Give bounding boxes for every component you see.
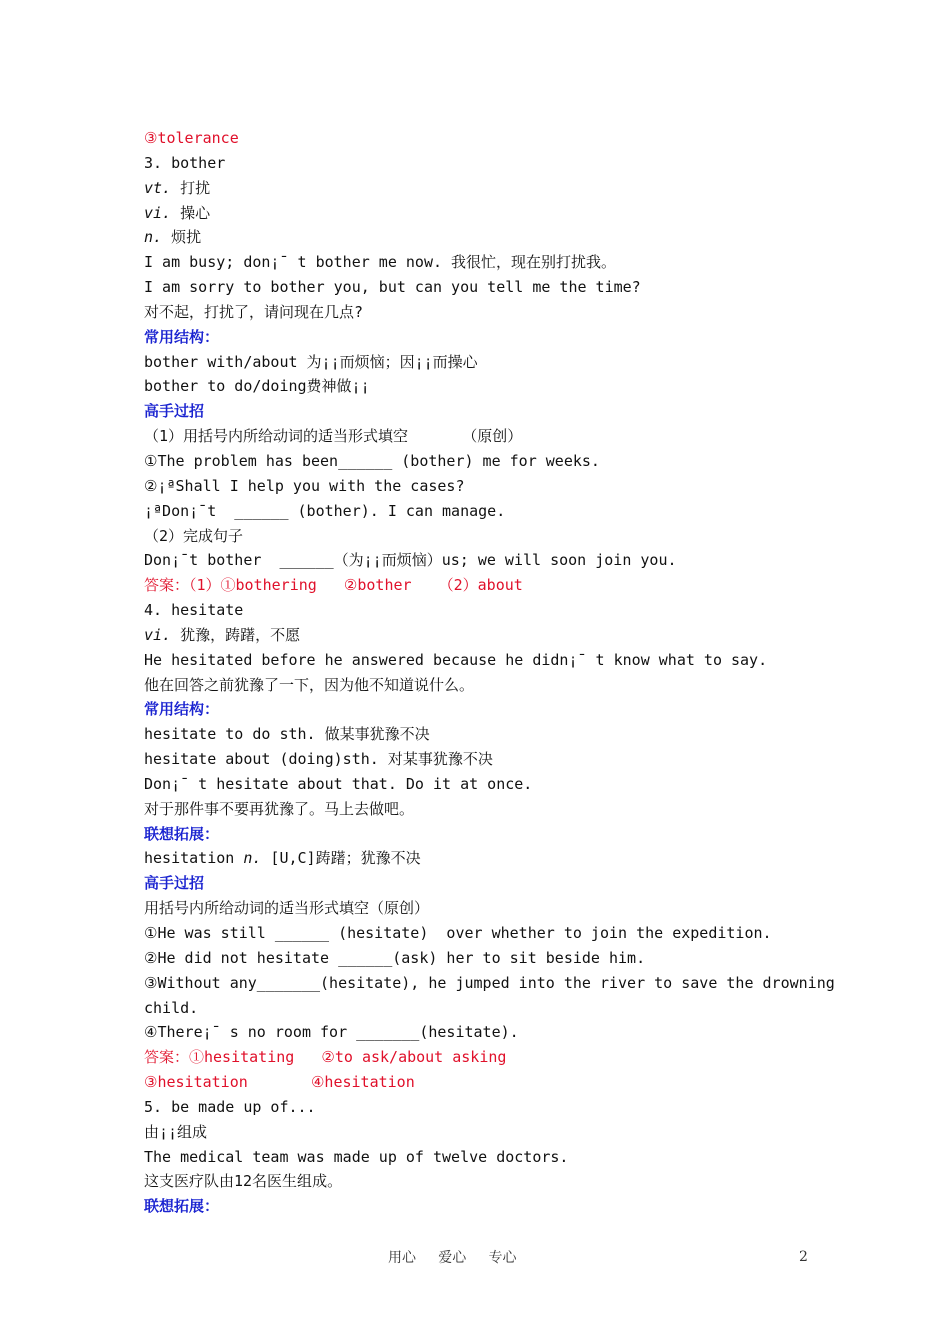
text-line: 他在回答之前犹豫了一下，因为他不知道说什么。	[144, 675, 475, 694]
part-of-speech: vi.	[144, 203, 172, 222]
text-line	[144, 846, 824, 871]
section-heading: 联想拓展：	[144, 1197, 220, 1216]
definition-text: [U,C]踌躇；犹豫不决	[261, 849, 421, 868]
part-of-speech: vt.	[144, 178, 172, 197]
definition-text: 操心	[171, 203, 211, 222]
footer-motto: 用心 爱心 专心	[388, 1250, 517, 1266]
text-line: （1）用括号内所给动词的适当形式填空 （原创）	[144, 427, 523, 446]
text-line: hesitate about (doing)sth. 对某事犹豫不决	[144, 750, 493, 769]
text-line: ③tolerance	[144, 129, 239, 147]
text-line: ¡ªDon¡¯t ______ (bother). I can manage.	[144, 501, 506, 520]
text-line: The medical team was made up of twelve doctors.	[144, 1147, 569, 1166]
text-line: ④There¡¯ s no room for _______(hesitate).	[144, 1023, 519, 1042]
text-line: ③hesitation ④hesitation	[144, 1073, 415, 1092]
part-of-speech: vi.	[144, 625, 172, 644]
text-line: bother to do/doing费神做¡¡	[144, 377, 370, 396]
text-line: I am sorry to bother you, but can you tell me the time?	[144, 278, 641, 297]
text-line: hesitate to do sth. 做某事犹豫不决	[144, 725, 430, 744]
text-line: 3. bother	[144, 153, 226, 172]
text-line: ②¡ªShall I help you with the cases?	[144, 476, 465, 495]
text-line: 对于那件事不要再犹豫了。马上去做吧。	[144, 799, 415, 818]
text-line	[144, 623, 824, 648]
text-line: 这支医疗队由12名医生组成。	[144, 1172, 343, 1191]
text-line: Don¡¯t bother ______（为¡¡而烦恼）us; we will soon join you.	[144, 551, 677, 570]
text-line: 用括号内所给动词的适当形式填空（原创）	[144, 899, 430, 918]
definition-text: 打扰	[171, 178, 211, 197]
section-heading: 常用结构：	[144, 700, 220, 719]
part-of-speech: n.	[243, 849, 262, 868]
line-prefix: hesitation	[144, 849, 244, 868]
text-line: （2）完成句子	[144, 526, 244, 545]
text-line: child.	[144, 998, 199, 1017]
text-line: I am busy; don¡¯ t bother me now. 我很忙，现在别打扰我。	[144, 253, 617, 272]
text-line: 答案：（1）①bothering ②bother （2）about	[144, 576, 523, 595]
text-line: 由¡¡组成	[144, 1122, 208, 1141]
text-line: 对不起，打扰了，请问现在几点?	[144, 302, 364, 321]
text-line: bother with/about 为¡¡而烦恼；因¡¡而操心	[144, 352, 478, 371]
text-line: ①He was still ______ (hesitate) over whether to join the expedition.	[144, 924, 772, 942]
text-line: 4. hesitate	[144, 601, 244, 620]
text-line: ③Without any_______(hesitate), he jumped into the river to save the drowning	[144, 973, 835, 992]
part-of-speech: n.	[144, 228, 163, 247]
text-line	[144, 176, 824, 201]
section-heading: 高手过招	[144, 402, 205, 421]
section-heading: 常用结构：	[144, 327, 220, 346]
text-line: 答案：①hesitating ②to ask/about asking	[144, 1048, 507, 1067]
definition-text: 烦扰	[162, 228, 202, 247]
text-line: ①The problem has been______ (bother) me for weeks.	[144, 451, 600, 470]
text-line: ②He did not hesitate ______(ask) her to sit beside him.	[144, 948, 646, 967]
text-line	[144, 201, 824, 226]
text-line: He hesitated before he answered because he didn¡¯ t know what to say.	[144, 650, 768, 669]
section-heading: 高手过招	[144, 874, 205, 893]
text-line: Don¡¯ t hesitate about that. Do it at once.	[144, 774, 533, 793]
section-heading: 联想拓展：	[144, 824, 220, 843]
page-number: 2	[799, 1249, 808, 1265]
text-line: 5. be made up of...	[144, 1097, 316, 1116]
definition-text: 犹豫，踌躇，不愿	[171, 625, 301, 644]
text-line	[144, 225, 824, 250]
document-body	[144, 126, 835, 1219]
